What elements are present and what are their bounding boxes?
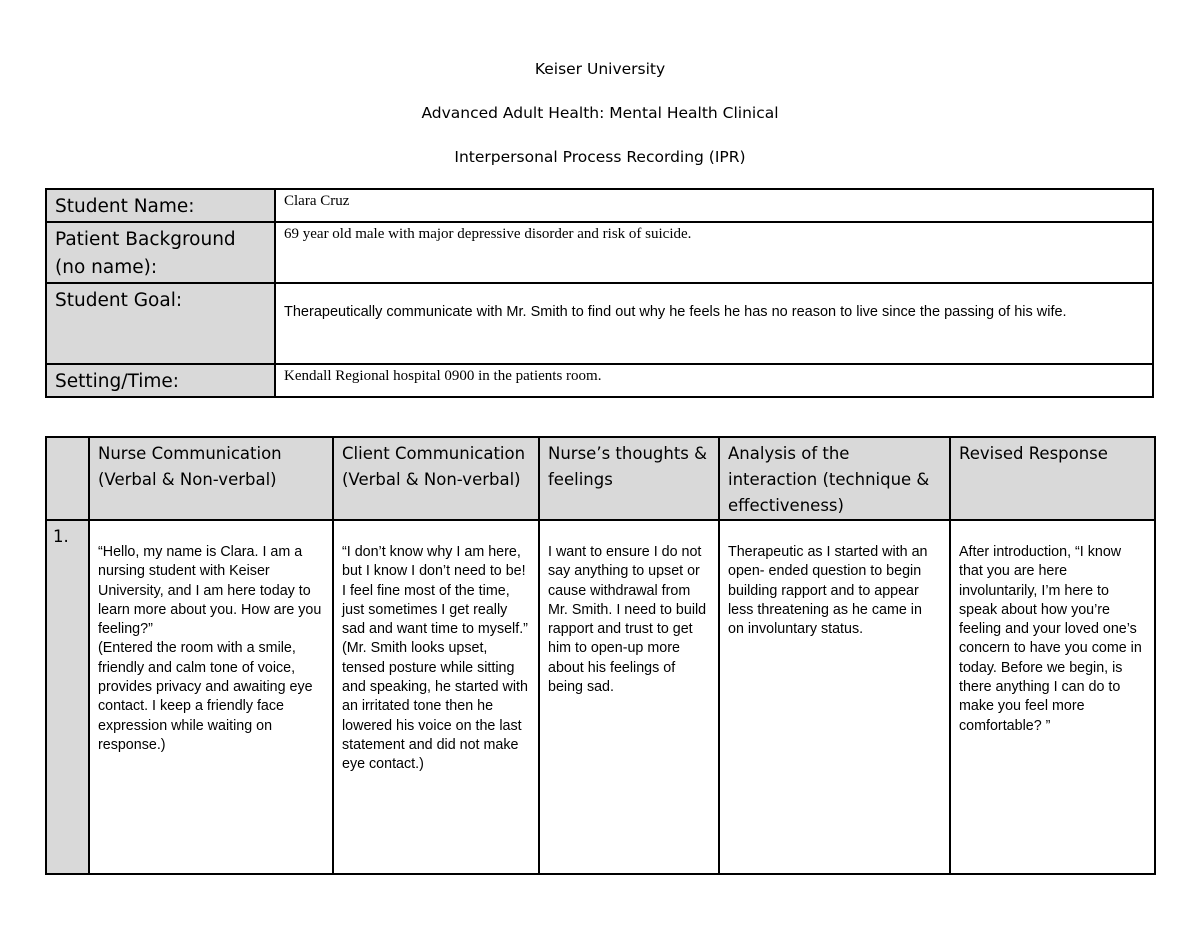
student-name-label: Student Name: [46, 189, 275, 222]
nurse-communication-header: Nurse Communication (Verbal & Non-verbal) [89, 437, 333, 520]
row-number: 1. [46, 520, 89, 874]
row-number-header [46, 437, 89, 520]
university-title: Keiser University [534, 60, 666, 78]
nurse-communication-cell: “Hello, my name is Clara. I am a nursing student with Keiser University, and I am here today to learn more about you. How are you feeling?” (Entered the room with a smile, friendly and calm tone of voice, provides privacy and awaiting eye contact. I keep a friendly face expression while waiting on response.) [89, 520, 333, 874]
setting-time-label: Setting/Time: [46, 364, 275, 397]
table-row [46, 520, 1155, 874]
analysis-cell: Therapeutic as I started with an open- ended question to begin building rapport and to appear less threatening as he came in on involuntary status. [719, 520, 950, 874]
patient-background-value: 69 year old male with major depressive disorder and risk of suicide. [275, 222, 1153, 283]
student-name-value: Clara Cruz [275, 189, 1153, 222]
ipr-header-row [46, 437, 1155, 520]
document-title: Interpersonal Process Recording (IPR) [454, 148, 746, 166]
ipr-table [45, 436, 1156, 875]
setting-time-value: Kendall Regional hospital 0900 in the patients room. [275, 364, 1153, 397]
nurse-thoughts-cell: I want to ensure I do not say anything to upset or cause withdrawal from Mr. Smith. I need to build rapport and trust to get him to open-up more about his feelings of being sad. [539, 520, 719, 874]
nurse-thoughts-header: Nurse’s thoughts & feelings [539, 437, 719, 520]
student-goal-value: Therapeutically communicate with Mr. Smith to find out why he feels he has no reason to live since the passing of his wife. [275, 283, 1153, 364]
client-communication-cell: “I don’t know why I am here, but I know I don’t need to be! I feel fine most of the time, just sometimes I get really sad and want time to myself.” (Mr. Smith looks upset, tensed posture while sitting and speaking, he started with an irritated tone then he lowered his voice on the last statement and did not make eye contact.) [333, 520, 539, 874]
revised-response-header: Revised Response [950, 437, 1155, 520]
client-communication-header: Client Communication (Verbal & Non-verbal) [333, 437, 539, 520]
revised-response-cell: After introduction, “I know that you are here involuntarily, I’m here to speak about how you’re feeling and your loved one’s concern to have you come in today. Before we begin, is there anything I can do to make you feel more comfortable? ” [950, 520, 1155, 874]
patient-background-label: Patient Background (no name): [46, 222, 275, 283]
analysis-header: Analysis of the interaction (technique & effectiveness) [719, 437, 950, 520]
student-info-table [45, 188, 1154, 398]
student-goal-label: Student Goal: [46, 283, 275, 364]
course-title: Advanced Adult Health: Mental Health Clinical [421, 104, 779, 122]
